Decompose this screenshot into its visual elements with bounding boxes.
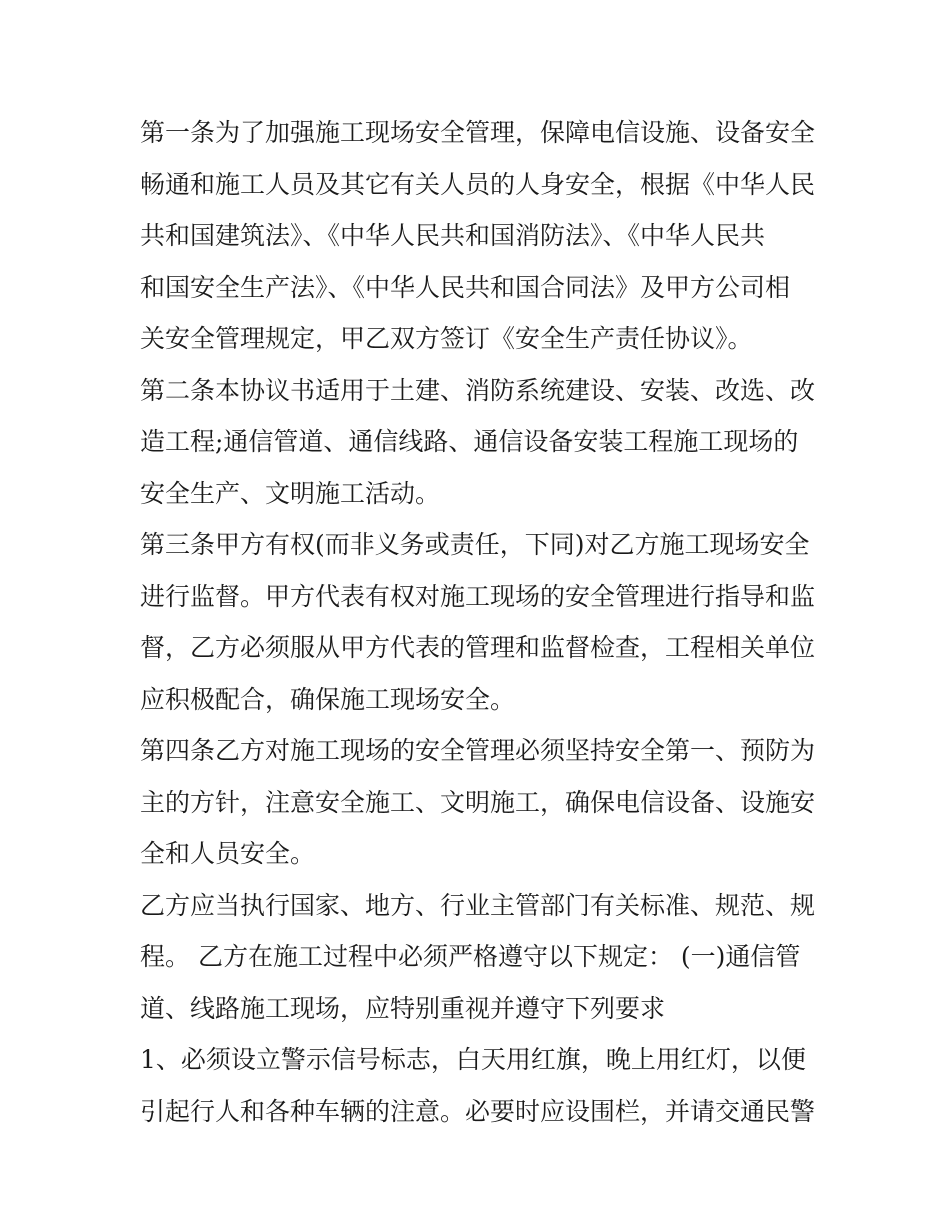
text-line: 应积极配合，确保施工现场安全。 [140, 684, 516, 714]
paragraph-article-4 [140, 725, 820, 880]
text-line: 关安全管理规定，甲乙双方签订《安全生产责任协议》。 [140, 324, 753, 353]
text-line: 共和国建筑法》、《中华人民共和国消防法》、《中华人民共 [140, 221, 766, 250]
text-line: 主的方针，注意安全施工、文明施工，确保电信设备、设施安 [140, 787, 816, 817]
text-line: 第一条为了加强施工现场安全管理，保障电信设施、设备安全 [140, 118, 816, 147]
text-line: 程。 乙方在施工过程中必须严格遵守以下规定： (一)通信管 [140, 942, 801, 971]
paragraph-item-1 [140, 1034, 820, 1137]
text-line: 安全生产、文明施工活动。 [140, 478, 441, 508]
document-body [140, 107, 820, 1137]
paragraph-article-2 [140, 365, 820, 520]
text-line: 造工程;通信管道、通信线路、通信设备安装工程施工现场的 [140, 427, 799, 456]
paragraph-standards [140, 880, 820, 1035]
text-line: 乙方应当执行国家、地方、行业主管部门有关标准、规范、规 [140, 890, 816, 920]
text-line: 全和人员安全。 [140, 839, 316, 868]
paragraph-article-3 [140, 519, 820, 725]
text-line: 引起行人和各种车辆的注意。必要时应设围栏，并请交通民警 [140, 1096, 816, 1126]
text-line: 第二条本协议书适用于土建、消防系统建设、安装、改选、改 [140, 375, 816, 405]
text-line: 第三条甲方有权(而非义务或责任，下同)对乙方施工现场安全 [140, 530, 810, 559]
text-line: 进行监督。甲方代表有权对施工现场的安全管理进行指导和监 [140, 581, 816, 611]
text-line: 督，乙方必须服从甲方代表的管理和监督检查，工程相关单位 [140, 633, 816, 662]
text-line: 1、必须设立警示信号标志，白天用红旗，晚上用红灯，以便 [140, 1045, 806, 1074]
text-line: 畅通和施工人员及其它有关人员的人身安全，根据《中华人民 [140, 169, 816, 199]
text-line: 第四条乙方对施工现场的安全管理必须坚持安全第一、预防为 [140, 736, 816, 765]
text-line: 道、线路施工现场，应特别重视并遵守下列要求 [140, 993, 666, 1023]
paragraph-article-1 [140, 107, 820, 365]
text-line: 和国安全生产法》、《中华人民共和国合同法》及甲方公司相 [140, 272, 791, 302]
